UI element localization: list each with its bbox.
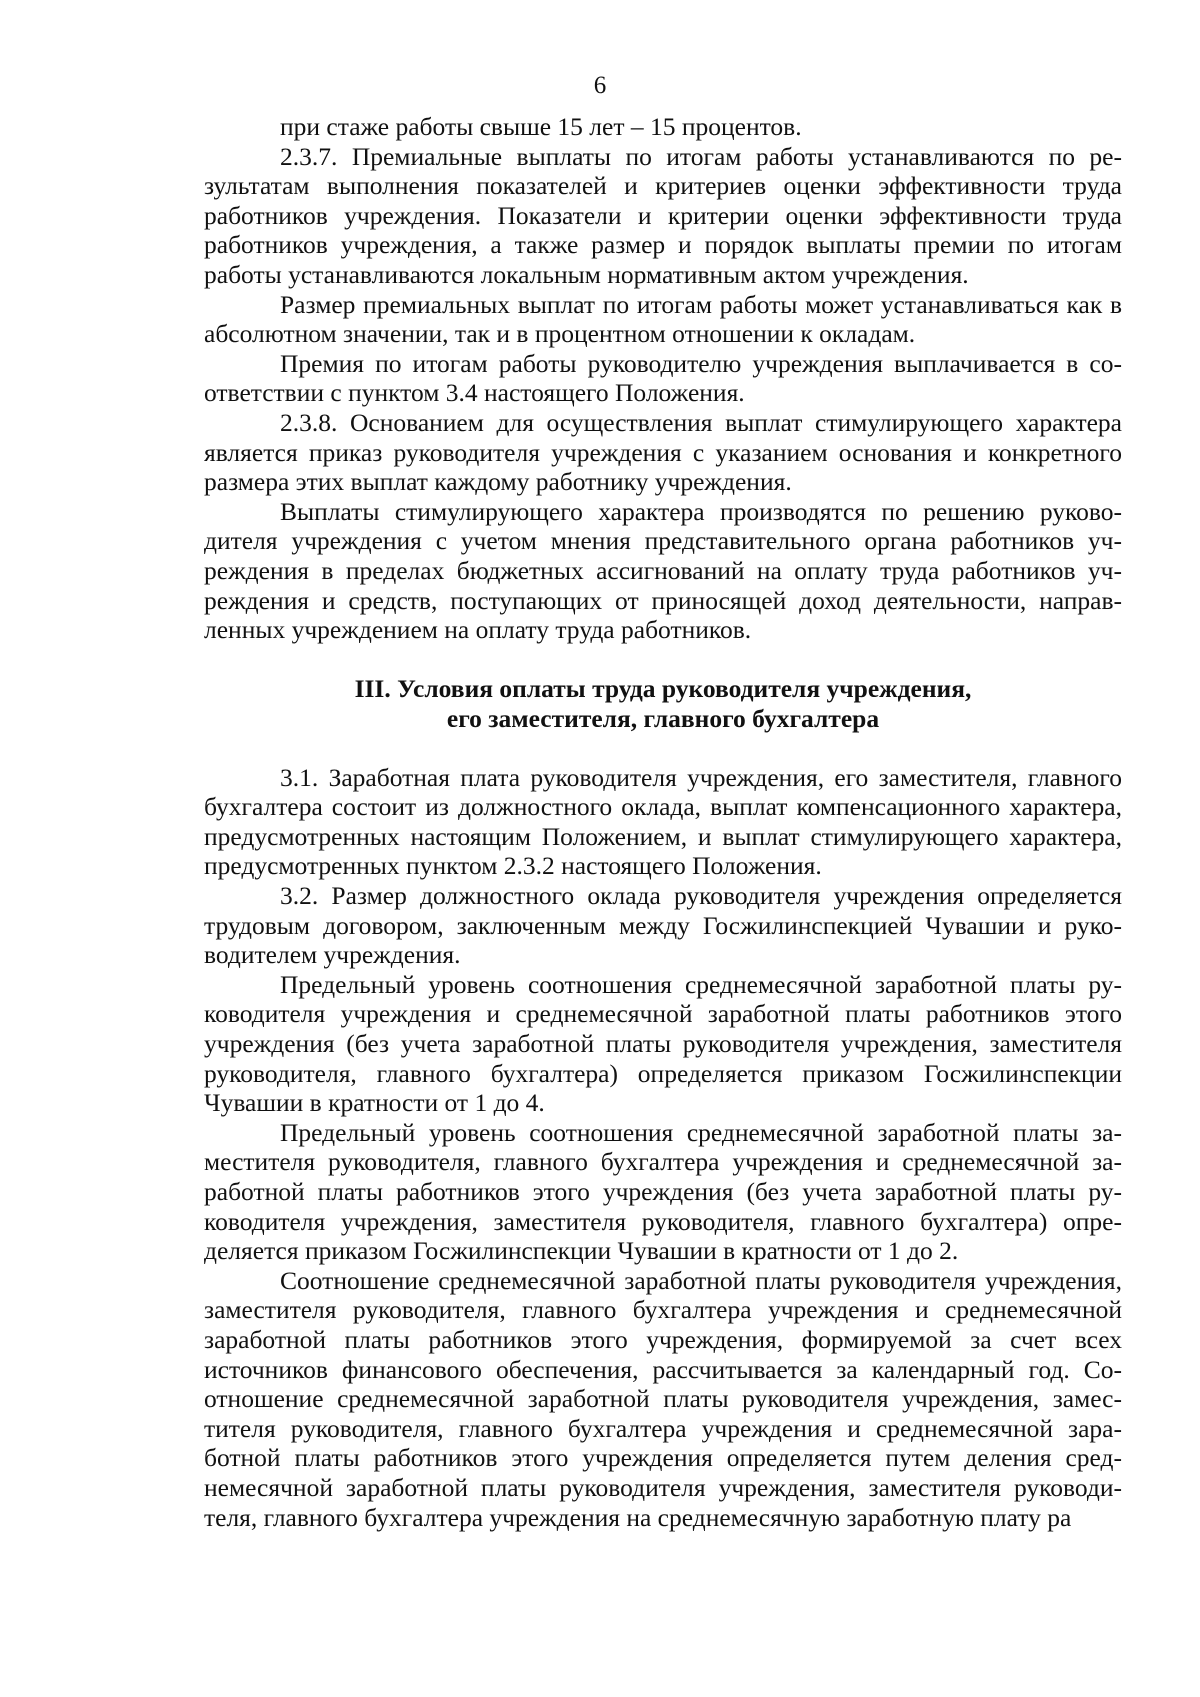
- paragraph: 3.1. Заработная плата руководителя учреждения, его заместителя, главного бухгалтера состоит из должностного оклада, выплат компенсационного характера, предусмотренных настоящим Положением, и выплат стимулирующего характера, предусмотренных пунктом 2.3.2 настоящего Положения.: [204, 762, 1122, 881]
- section-heading: [204, 674, 1122, 734]
- paragraph: 3.2. Размер должностного оклада руководителя учреждения определяется трудовым договором, заключенным между Госжилинспекцией Чувашии и руководителем учреждения.: [204, 881, 1122, 970]
- paragraph: при стаже работы свыше 15 лет – 15 процентов.: [280, 112, 802, 141]
- paragraph: Соотношение среднемесячной заработной платы руководителя учреждения, заместителя руководителя, главного бухгалтера учреждения и среднемесячной заработной платы работников этого учреждения, формируемой за счет всех источников финансового обеспечения, рассчитывается за календарный год. Соотношение среднемесячной заработной платы руководителя учреждения, заместителя руководителя, главного бухгалтера учреждения и среднемесячной заработной платы работников этого учреждения определяется путем деления среднемесячной заработной платы руководителя учреждения, заместителя руководителя, главного бухгалтера учреждения на среднемесячную заработную плату ра: [204, 1265, 1122, 1532]
- paragraph: Предельный уровень соотношения среднемесячной заработной платы руководителя учреждения и среднемесячной заработной платы работников этого учреждения (без учета заработной платы руководителя учреждения, заместителя руководителя, главного бухгалтера) определяется приказом Госжилинспекции Чувашии в кратности от 1 до 4.: [204, 969, 1122, 1118]
- paragraph: Предельный уровень соотношения среднемесячной заработной платы заместителя руководителя, главного бухгалтера учреждения и среднемесячной заработной платы работников этого учреждения (без учета заработной платы руководителя учреждения, заместителя руководителя, главного бухгалтера) определяется приказом Госжилинспекции Чувашии в кратности от 1 до 2.: [204, 1117, 1122, 1266]
- paragraph: Выплаты стимулирующего характера производятся по решению руководителя учреждения с учетом мнения представительного органа работников учреждения в пределах бюджетных ассигнований на оплату труда работников учреждения и средств, поступающих от приносящей доход деятельности, направленных учреждением на оплату труда работников.: [204, 496, 1122, 645]
- page-number: 6: [593, 72, 607, 99]
- paragraph: Размер премиальных выплат по итогам работы может устанавливаться как в абсолютном значении, так и в процентном отношении к окладам.: [204, 289, 1122, 349]
- section-heading-line: его заместителя, главного бухгалтера: [446, 703, 880, 733]
- section-heading-line: III. Условия оплаты труда руководителя учреждения,: [354, 673, 972, 703]
- document-body: [204, 112, 1122, 1532]
- paragraph: 2.3.8. Основанием для осуществления выплат стимулирующего характера является приказ руководителя учреждения с указанием основания и конкретного размера этих выплат каждому работнику учреждения.: [204, 407, 1122, 497]
- paragraph: Премия по итогам работы руководителю учреждения выплачивается в соответствии с пунктом 3.4 настоящего Положения.: [204, 348, 1122, 408]
- paragraph: 2.3.7. Премиальные выплаты по итогам работы устанавливаются по результатам выполнения показателей и критериев оценки эффективности труда работников учреждения. Показатели и критерии оценки эффективности труда работников учреждения, а также размер и порядок выплаты премии по итогам работы устанавливаются локальным нормативным актом учреждения.: [204, 141, 1122, 289]
